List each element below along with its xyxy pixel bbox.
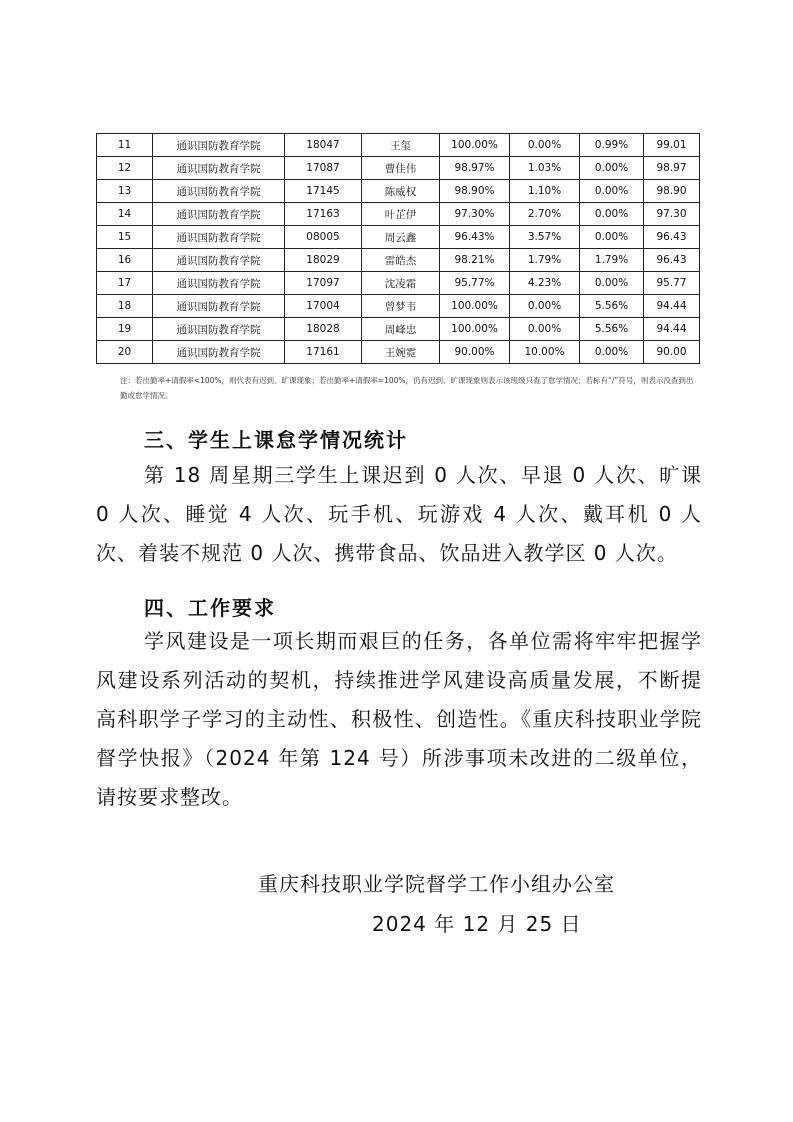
cell-truancy-rate: 5.56% bbox=[580, 318, 644, 341]
table-row bbox=[97, 157, 700, 180]
cell-truancy-rate: 0.00% bbox=[580, 157, 644, 180]
cell-truancy-rate: 0.00% bbox=[580, 180, 644, 203]
table-row bbox=[97, 226, 700, 249]
cell-class-code: 17097 bbox=[285, 272, 362, 295]
cell-score: 95.77 bbox=[644, 272, 700, 295]
cell-college: 通识国防教育学院 bbox=[153, 341, 285, 364]
cell-student-name: 周云鑫 bbox=[362, 226, 440, 249]
cell-college: 通识国防教育学院 bbox=[153, 272, 285, 295]
cell-row-number: 19 bbox=[97, 318, 153, 341]
cell-college: 通识国防教育学院 bbox=[153, 295, 285, 318]
table-row bbox=[97, 341, 700, 364]
cell-attendance-rate: 100.00% bbox=[440, 295, 510, 318]
cell-student-name: 周峰忠 bbox=[362, 318, 440, 341]
cell-leave-rate: 0.00% bbox=[510, 318, 580, 341]
cell-row-number: 16 bbox=[97, 249, 153, 272]
cell-truancy-rate: 0.99% bbox=[580, 134, 644, 157]
cell-row-number: 15 bbox=[97, 226, 153, 249]
cell-attendance-rate: 98.97% bbox=[440, 157, 510, 180]
issue-date: 2024 年 12 月 25 日 bbox=[372, 912, 582, 936]
cell-row-number: 17 bbox=[97, 272, 153, 295]
table-row bbox=[97, 318, 700, 341]
section-3-body: 第 18 周星期三学生上课迟到 0 人次、早退 0 人次、旷课 0 人次、睡觉 4 人次、玩手机、玩游戏 4 人次、戴耳机 0 人次、着装不规范 0 人次、携带食品、饮品进入教学区 0 人次。 bbox=[96, 463, 702, 565]
cell-leave-rate: 2.70% bbox=[510, 203, 580, 226]
cell-college: 通识国防教育学院 bbox=[153, 157, 285, 180]
cell-student-name: 雷皓杰 bbox=[362, 249, 440, 272]
cell-leave-rate: 0.00% bbox=[510, 295, 580, 318]
cell-leave-rate: 4.23% bbox=[510, 272, 580, 295]
cell-class-code: 17161 bbox=[285, 341, 362, 364]
cell-college: 通识国防教育学院 bbox=[153, 249, 285, 272]
cell-college: 通识国防教育学院 bbox=[153, 226, 285, 249]
cell-truancy-rate: 0.00% bbox=[580, 341, 644, 364]
cell-row-number: 11 bbox=[97, 134, 153, 157]
cell-class-code: 18028 bbox=[285, 318, 362, 341]
cell-attendance-rate: 100.00% bbox=[440, 318, 510, 341]
cell-student-name: 陈威权 bbox=[362, 180, 440, 203]
cell-leave-rate: 10.00% bbox=[510, 341, 580, 364]
cell-truancy-rate: 0.00% bbox=[580, 226, 644, 249]
cell-leave-rate: 3.57% bbox=[510, 226, 580, 249]
cell-class-code: 08005 bbox=[285, 226, 362, 249]
cell-college: 通识国防教育学院 bbox=[153, 203, 285, 226]
cell-class-code: 17087 bbox=[285, 157, 362, 180]
cell-student-name: 王玺 bbox=[362, 134, 440, 157]
cell-leave-rate: 1.10% bbox=[510, 180, 580, 203]
cell-truancy-rate: 1.79% bbox=[580, 249, 644, 272]
cell-student-name: 叶芷伊 bbox=[362, 203, 440, 226]
cell-score: 94.44 bbox=[644, 318, 700, 341]
cell-college: 通识国防教育学院 bbox=[153, 318, 285, 341]
cell-attendance-rate: 95.77% bbox=[440, 272, 510, 295]
cell-attendance-rate: 96.43% bbox=[440, 226, 510, 249]
cell-score: 90.00 bbox=[644, 341, 700, 364]
cell-student-name: 曹佳伟 bbox=[362, 157, 440, 180]
cell-class-code: 17145 bbox=[285, 180, 362, 203]
cell-row-number: 18 bbox=[97, 295, 153, 318]
cell-row-number: 14 bbox=[97, 203, 153, 226]
cell-attendance-rate: 97.30% bbox=[440, 203, 510, 226]
cell-leave-rate: 0.00% bbox=[510, 134, 580, 157]
section-4-body: 学风建设是一项长期而艰巨的任务，各单位需将牢牢把握学风建设系列活动的契机，持续推进学风建设高质量发展，不断提高科职学子学习的主动性、积极性、创造性。《重庆科技职业学院督学快报》（2024 年第 124 号）所涉事项未改进的二级单位，请按要求整改。 bbox=[96, 629, 702, 809]
cell-attendance-rate: 98.21% bbox=[440, 249, 510, 272]
cell-student-name: 曾梦韦 bbox=[362, 295, 440, 318]
cell-row-number: 12 bbox=[97, 157, 153, 180]
cell-leave-rate: 1.03% bbox=[510, 157, 580, 180]
cell-college: 通识国防教育学院 bbox=[153, 134, 285, 157]
table-note: 注：若出勤率+请假率<100%，则代表有迟到、旷课现象；若出勤率+请假率=100%，仍有迟到、旷课现象则表示该班级只查了怠学情况；若标有“/”符号，则表示没查到出勤或怠学情况。 bbox=[120, 376, 694, 400]
attendance-table bbox=[96, 133, 700, 364]
table-row bbox=[97, 295, 700, 318]
issuing-office: 重庆科技职业学院督学工作小组办公室 bbox=[258, 872, 615, 896]
table-row bbox=[97, 249, 700, 272]
table-row bbox=[97, 180, 700, 203]
cell-truancy-rate: 5.56% bbox=[580, 295, 644, 318]
table-row bbox=[97, 134, 700, 157]
section-4-heading: 四、工作要求 bbox=[144, 596, 276, 620]
cell-attendance-rate: 90.00% bbox=[440, 341, 510, 364]
cell-class-code: 17163 bbox=[285, 203, 362, 226]
cell-attendance-rate: 100.00% bbox=[440, 134, 510, 157]
table-row bbox=[97, 203, 700, 226]
cell-class-code: 18029 bbox=[285, 249, 362, 272]
cell-score: 98.97 bbox=[644, 157, 700, 180]
cell-truancy-rate: 0.00% bbox=[580, 272, 644, 295]
cell-score: 97.30 bbox=[644, 203, 700, 226]
section-3-heading: 三、学生上课怠学情况统计 bbox=[144, 428, 408, 452]
cell-row-number: 13 bbox=[97, 180, 153, 203]
cell-score: 94.44 bbox=[644, 295, 700, 318]
cell-leave-rate: 1.79% bbox=[510, 249, 580, 272]
cell-score: 98.90 bbox=[644, 180, 700, 203]
cell-row-number: 20 bbox=[97, 341, 153, 364]
cell-truancy-rate: 0.00% bbox=[580, 203, 644, 226]
table-row bbox=[97, 272, 700, 295]
cell-student-name: 王婉霓 bbox=[362, 341, 440, 364]
cell-score: 96.43 bbox=[644, 249, 700, 272]
cell-score: 96.43 bbox=[644, 226, 700, 249]
cell-class-code: 18047 bbox=[285, 134, 362, 157]
cell-attendance-rate: 98.90% bbox=[440, 180, 510, 203]
cell-college: 通识国防教育学院 bbox=[153, 180, 285, 203]
cell-class-code: 17004 bbox=[285, 295, 362, 318]
cell-student-name: 沈凌霜 bbox=[362, 272, 440, 295]
cell-score: 99.01 bbox=[644, 134, 700, 157]
